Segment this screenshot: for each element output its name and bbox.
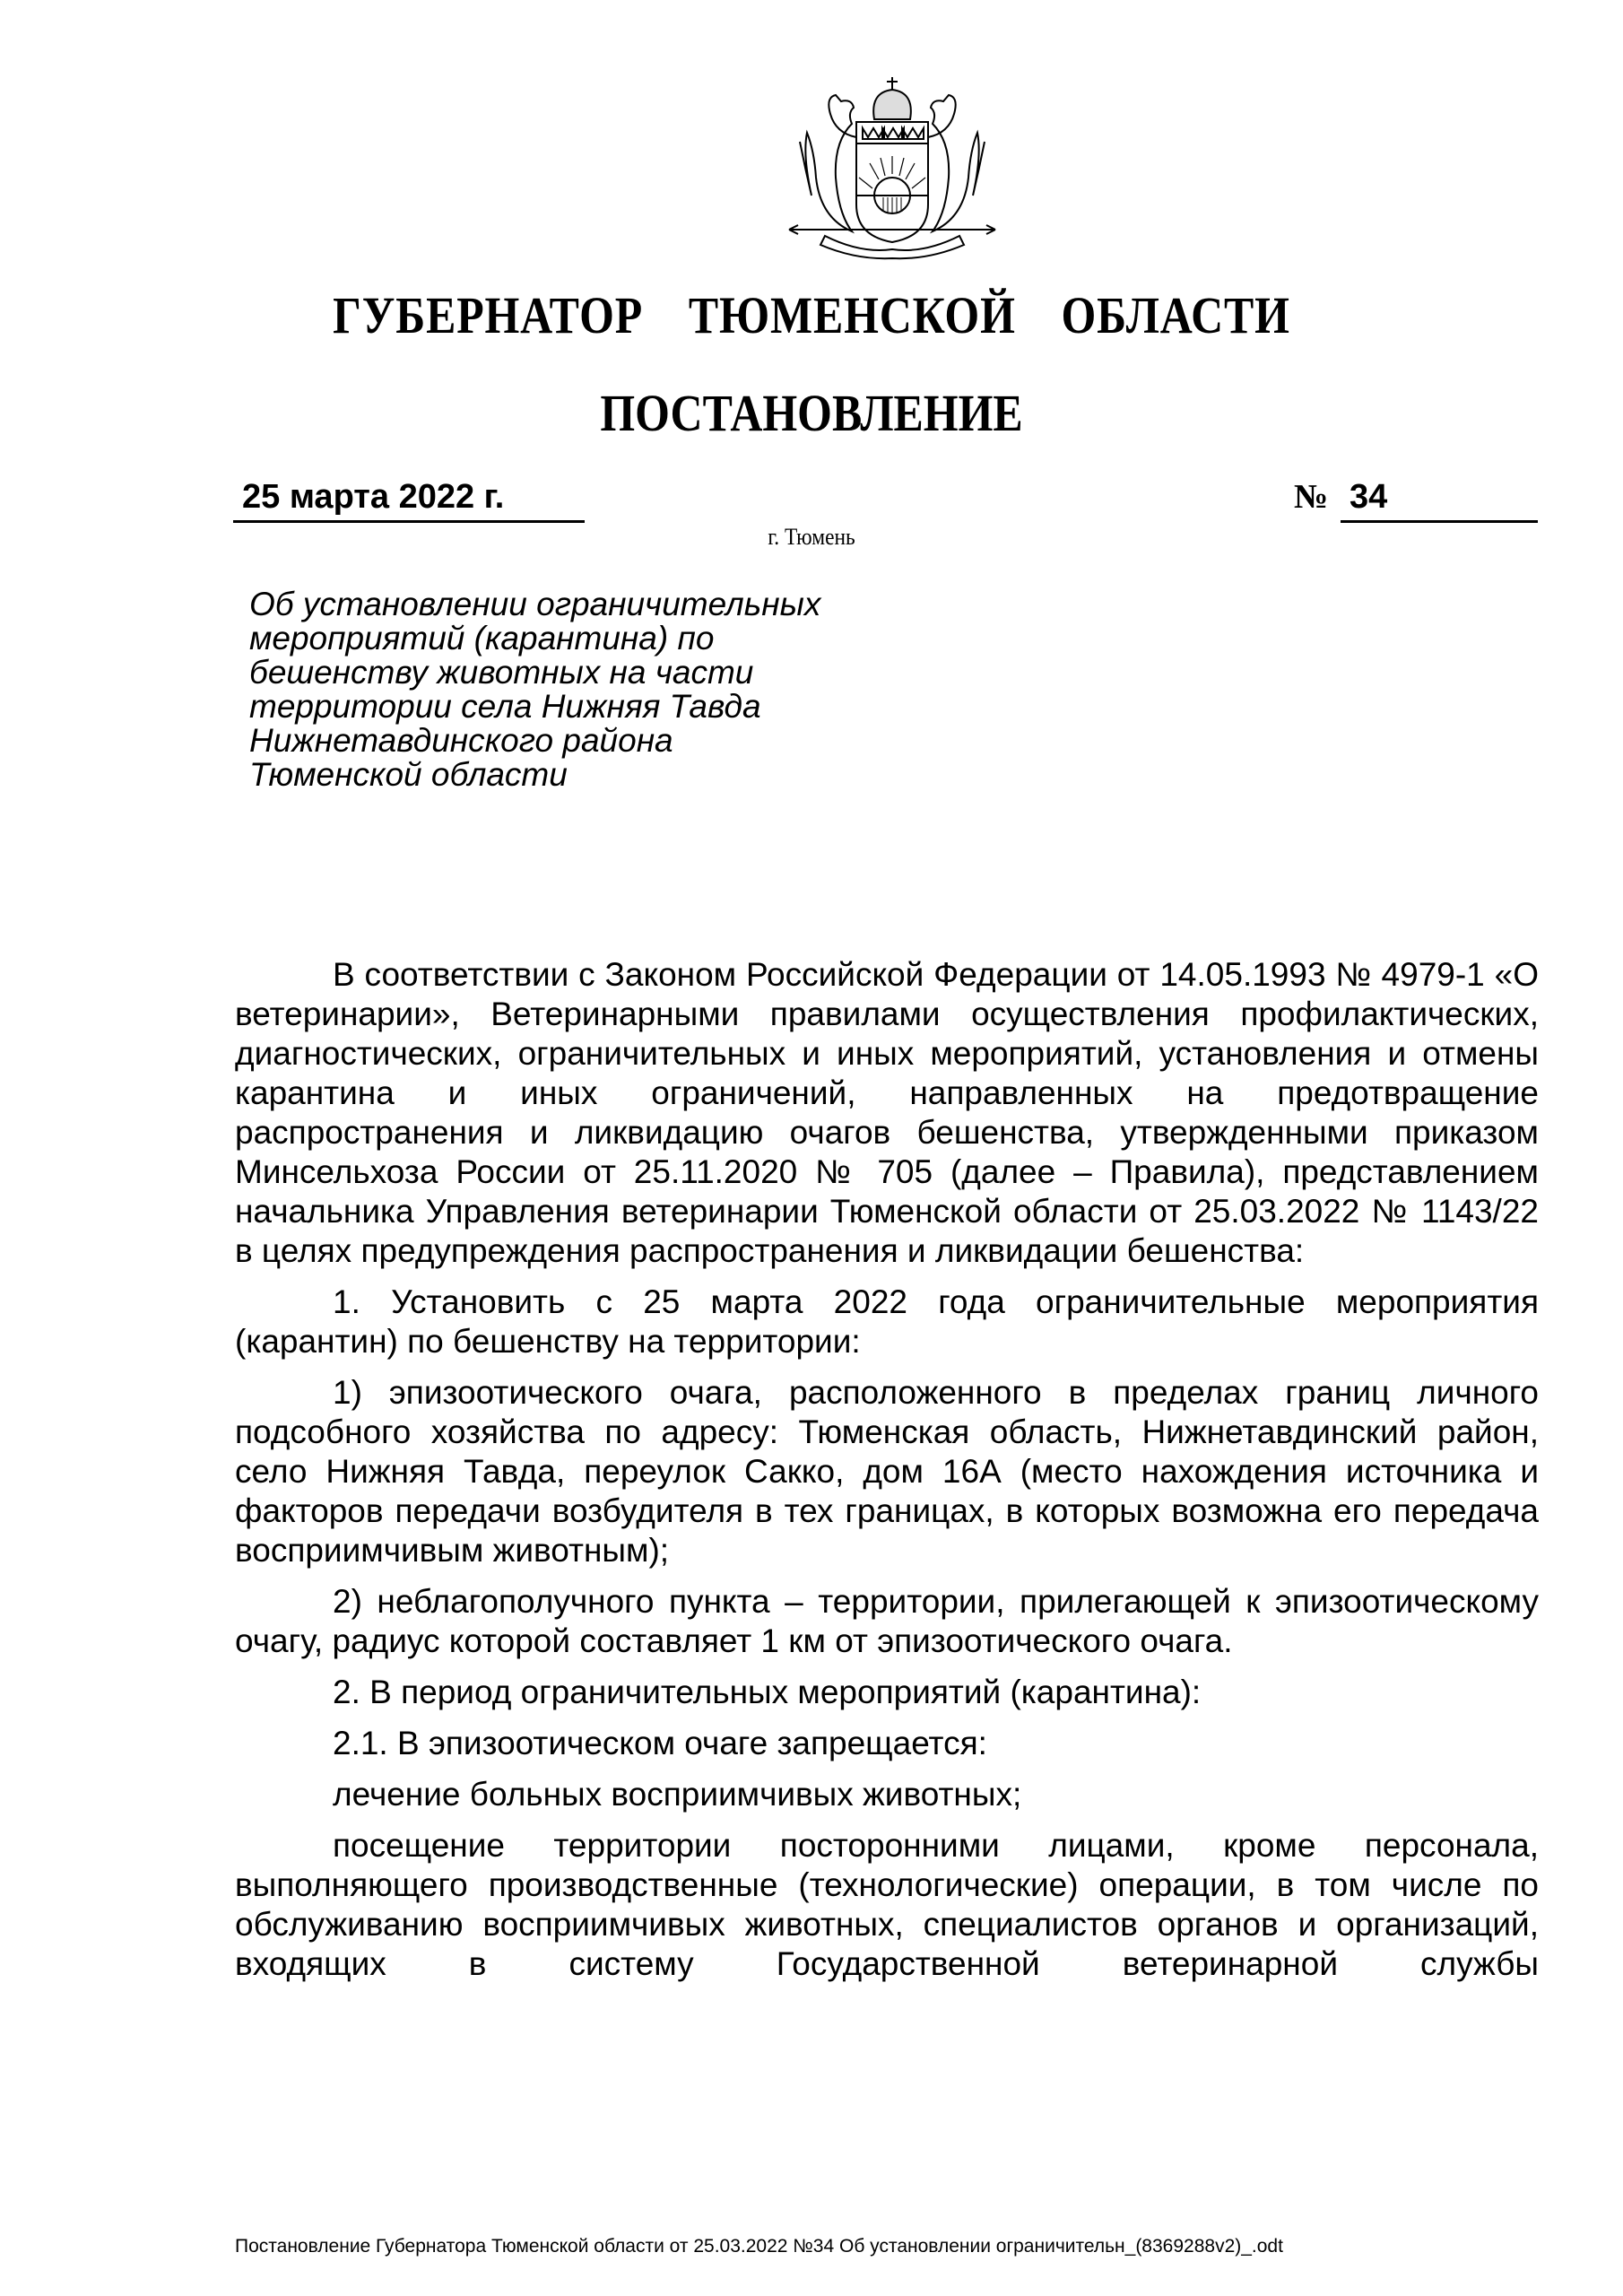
subject-line: Об установлении ограничительных [249, 586, 821, 622]
document-date: 25 марта 2022 г. [242, 478, 505, 516]
clause-1: 1. Установить с 25 марта 2022 года ограничительные мероприятия (карантин) по бешенству на территории: [235, 1283, 1539, 1360]
clause-2-1: 2.1. В эпизоотическом очаге запрещается: [333, 1725, 987, 1761]
crown-icon [873, 90, 911, 119]
document-body [235, 955, 1539, 1984]
motto-ribbon-icon [820, 236, 964, 258]
number-sign: № [1294, 478, 1329, 516]
document-subject [249, 587, 931, 792]
subject-line: мероприятий (карантина) по [249, 620, 715, 657]
subject-line: Нижнетавдинского района [249, 722, 673, 759]
authority-title: ГУБЕРНАТОР ТЮМЕНСКОЙ ОБЛАСТИ [333, 286, 1290, 344]
city-label: г. Тюмень [768, 524, 855, 550]
document-type-title: ПОСТАНОВЛЕНИЕ [600, 384, 1023, 442]
footer-filename: Постановление Губернатора Тюменской области от 25.03.2022 №34 Об установлении ограничительн_(8369288v2)_.odt [235, 2236, 1283, 2257]
number-field [1341, 477, 1538, 523]
fox-supporter-right-icon [928, 95, 985, 231]
subject-line: Тюменской области [249, 756, 568, 793]
preamble-paragraph: В соответствии с Законом Российской Федерации от 14.05.1993 № 4979-1 «О ветеринарии», Ветеринарными правилами осуществления профилактических, диагностических, ограничительных и иных мероприятий, установления и отмены карантина и иных ограничений, направленных на предотвращение распространения и ликвидацию очагов бешенства, утвержденными приказом Минсельхоза России от 25.11.2020 № 705 (далее – Правила), представлением начальника Управления ветеринарии Тюменской области от 25.03.2022 № 1143/22 в целях предупреждения распространения и ликвидации бешенства: [235, 956, 1539, 1269]
clause-1-1: 1) эпизоотического очага, расположенного в пределах границ личного подсобного хозяйства по адресу: Тюменская область, Нижнетавдинский район, село Нижняя Тавда, переулок Сакко, дом 16А (место нахождения источника и факторов передачи возбудителя в тех границах, в которых возможна его передача восприимчивым животным); [235, 1374, 1539, 1569]
date-field [233, 477, 585, 523]
subject-line: территории села Нижняя Тавда [249, 688, 761, 725]
fox-supporter-left-icon [800, 95, 856, 231]
clause-2-1-item: лечение больных восприимчивых животных; [333, 1776, 1022, 1813]
clause-2: 2. В период ограничительных мероприятий (карантина): [333, 1674, 1202, 1710]
subject-line: бешенству животных на части [249, 654, 754, 691]
shield-icon [856, 122, 928, 242]
coat-of-arms-emblem [780, 70, 1004, 263]
clause-1-2: 2) неблагополучного пункта – территории, прилегающей к эпизоотическому очагу, радиус которой составляет 1 км от эпизоотического очага. [235, 1583, 1539, 1659]
clause-2-1-item: посещение территории посторонними лицами, кроме персонала, выполняющего производственные (технологические) операции, в том числе по обслуживанию восприимчивых животных, специалистов органов и организаций, входящих в систему Государственной ветеринарной службы [235, 1827, 1539, 1982]
document-number: 34 [1350, 478, 1388, 516]
